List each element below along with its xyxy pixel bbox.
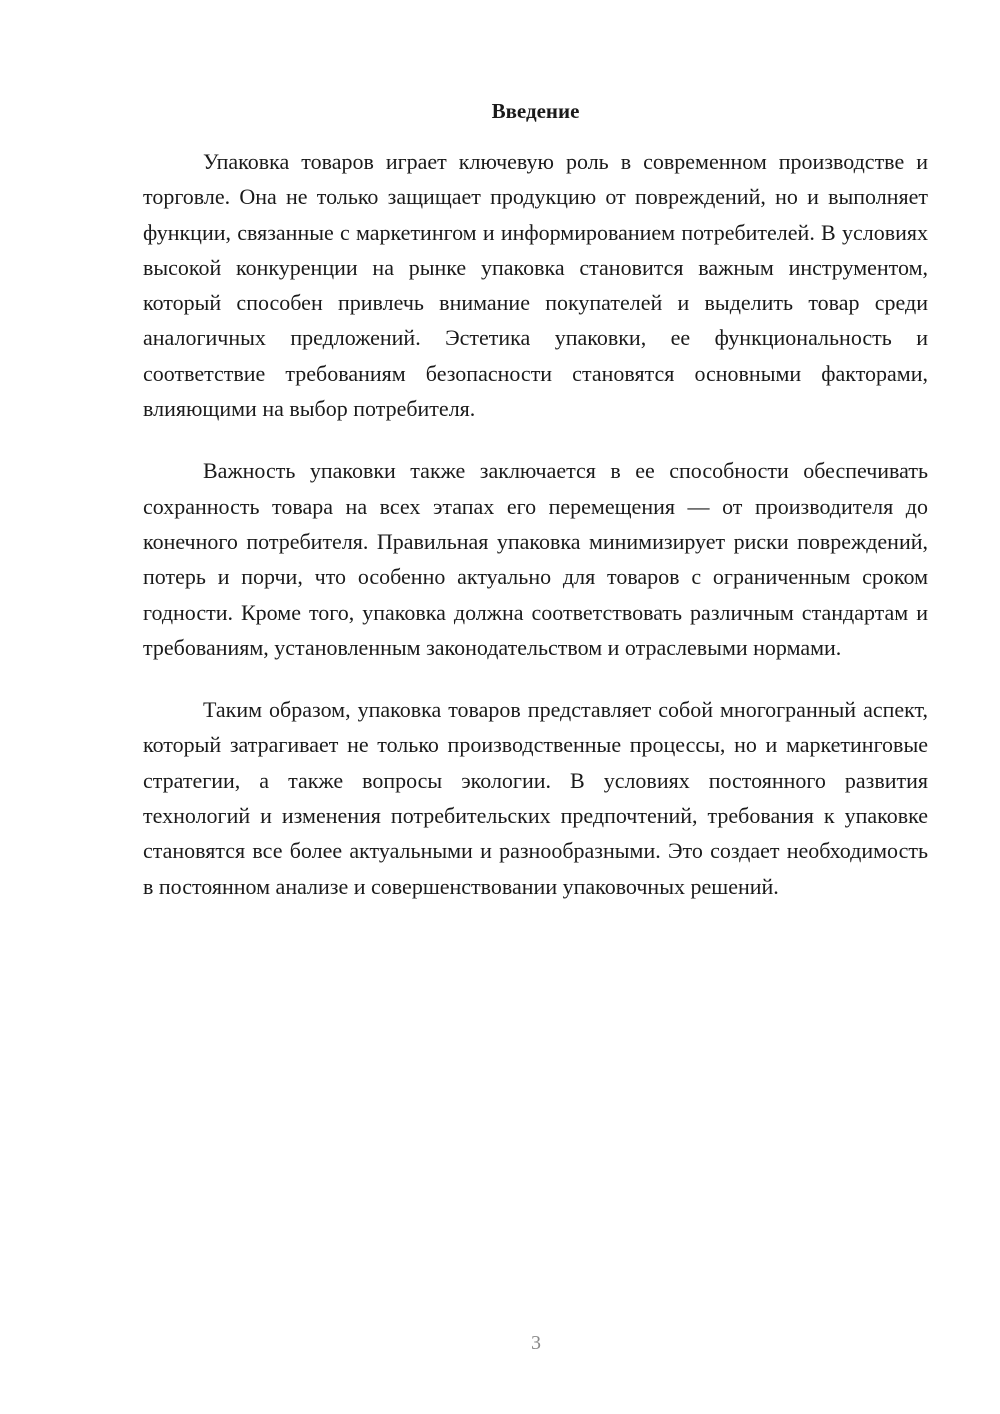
document-page [143, 95, 928, 904]
section-heading: Введение [491, 99, 580, 123]
paragraph-3: Таким образом, упаковка товаров представляет собой многогранный аспект, который затрагивает не только производственные процессы, но и маркетинговые стратегии, а также вопросы экологии. В условиях постоянного развития технологий и изменения потребительских предпочтений, требования к упаковке становятся все более актуальными и разнообразными. Это создает необходимость в постоянном анализе и совершенствовании упаковочных решений. [143, 697, 928, 899]
page-number: 3 [531, 1332, 541, 1354]
paragraph-1: Упаковка товаров играет ключевую роль в современном производстве и торговле. Она не только защищает продукцию от повреждений, но и выполняет функции, связанные с маркетингом и информированием потребителей. В условиях высокой конкуренции на рынке упаковка становится важным инструментом, который способен привлечь внимание покупателей и выделить товар среди аналогичных предложений. Эстетика упаковки, ее функциональность и соответствие требованиям безопасности становятся основными факторами, влияющими на выбор потребителя. [143, 149, 928, 422]
paragraph-2: Важность упаковки также заключается в ее способности обеспечивать сохранность товара на всех этапах его перемещения — от производителя до конечного потребителя. Правильная упаковка минимизирует риски повреждений, потерь и порчи, что особенно актуально для товаров с ограниченным сроком годности. Кроме того, упаковка должна соответствовать различным стандартам и требованиям, установленным законодательством и отраслевыми нормами. [143, 458, 928, 660]
